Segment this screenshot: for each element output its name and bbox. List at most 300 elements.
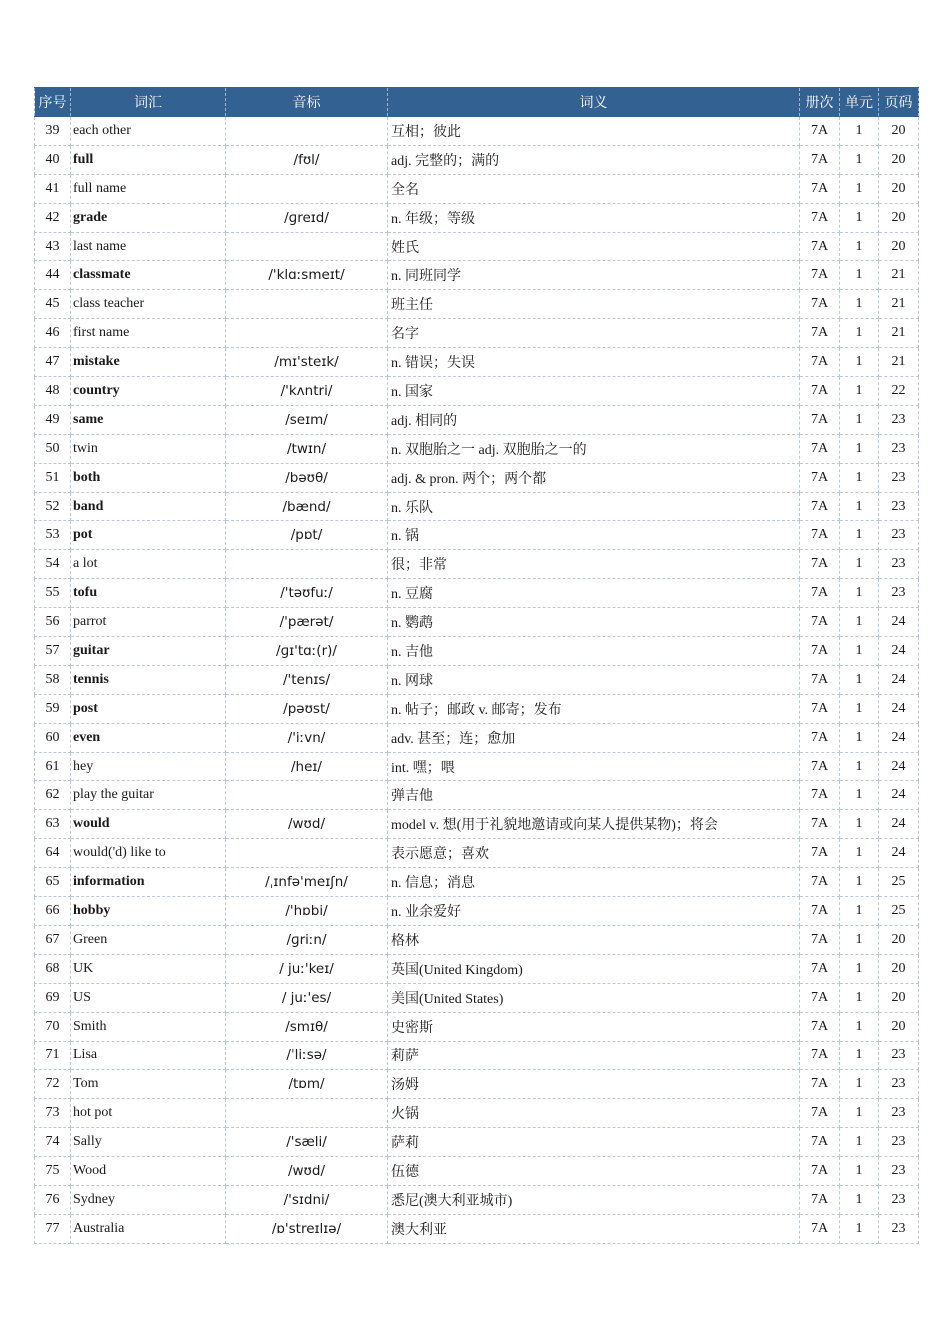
cell-unit: 1 [840, 145, 879, 174]
cell-unit: 1 [840, 174, 879, 203]
cell-word: UK [71, 954, 226, 983]
cell-page: 23 [879, 579, 919, 608]
cell-meaning: 火锅 [388, 1099, 800, 1128]
cell-phonetic: /'kʌntri/ [226, 377, 388, 406]
cell-meaning: 班主任 [388, 290, 800, 319]
cell-phonetic: /pɒt/ [226, 521, 388, 550]
cell-book: 7A [800, 261, 840, 290]
cell-book: 7A [800, 752, 840, 781]
cell-book: 7A [800, 1012, 840, 1041]
cell-page: 24 [879, 752, 919, 781]
table-row [35, 752, 919, 781]
cell-page: 23 [879, 405, 919, 434]
cell-num: 54 [35, 550, 71, 579]
cell-num: 60 [35, 723, 71, 752]
cell-book: 7A [800, 810, 840, 839]
cell-num: 70 [35, 1012, 71, 1041]
cell-unit: 1 [840, 1041, 879, 1070]
cell-word: Lisa [71, 1041, 226, 1070]
cell-meaning: 萨莉 [388, 1128, 800, 1157]
table-row [35, 1070, 919, 1099]
cell-unit: 1 [840, 637, 879, 666]
cell-word: US [71, 983, 226, 1012]
table-row [35, 1041, 919, 1070]
cell-page: 24 [879, 723, 919, 752]
cell-num: 76 [35, 1185, 71, 1214]
cell-word: hey [71, 752, 226, 781]
cell-unit: 1 [840, 608, 879, 637]
cell-num: 73 [35, 1099, 71, 1128]
cell-word: a lot [71, 550, 226, 579]
table-row [35, 463, 919, 492]
table-row [35, 1012, 919, 1041]
cell-page: 20 [879, 1012, 919, 1041]
cell-page: 23 [879, 521, 919, 550]
cell-page: 23 [879, 550, 919, 579]
cell-num: 61 [35, 752, 71, 781]
cell-num: 59 [35, 694, 71, 723]
cell-word: classmate [71, 261, 226, 290]
cell-book: 7A [800, 492, 840, 521]
cell-meaning: 汤姆 [388, 1070, 800, 1099]
cell-phonetic [226, 550, 388, 579]
cell-book: 7A [800, 608, 840, 637]
table-row [35, 954, 919, 983]
cell-page: 23 [879, 1157, 919, 1186]
cell-meaning: 姓氏 [388, 232, 800, 261]
cell-phonetic: /ɡriːn/ [226, 925, 388, 954]
cell-phonetic [226, 319, 388, 348]
table-row [35, 1128, 919, 1157]
cell-num: 68 [35, 954, 71, 983]
table-row [35, 810, 919, 839]
cell-phonetic [226, 117, 388, 146]
cell-unit: 1 [840, 810, 879, 839]
cell-book: 7A [800, 954, 840, 983]
table-row [35, 897, 919, 926]
cell-word: tofu [71, 579, 226, 608]
cell-word: Sydney [71, 1185, 226, 1214]
cell-word: hobby [71, 897, 226, 926]
cell-unit: 1 [840, 1214, 879, 1243]
header-row [35, 88, 919, 117]
cell-unit: 1 [840, 290, 879, 319]
cell-meaning: 莉萨 [388, 1041, 800, 1070]
cell-page: 21 [879, 261, 919, 290]
cell-phonetic: /'tenɪs/ [226, 665, 388, 694]
cell-unit: 1 [840, 579, 879, 608]
cell-page: 20 [879, 145, 919, 174]
cell-num: 57 [35, 637, 71, 666]
cell-meaning: n. 年级；等级 [388, 203, 800, 232]
cell-unit: 1 [840, 463, 879, 492]
cell-meaning: n. 豆腐 [388, 579, 800, 608]
cell-page: 24 [879, 694, 919, 723]
cell-book: 7A [800, 290, 840, 319]
cell-phonetic: /ɡɪ'tɑː(r)/ [226, 637, 388, 666]
cell-num: 40 [35, 145, 71, 174]
cell-meaning: 名字 [388, 319, 800, 348]
cell-phonetic [226, 290, 388, 319]
table-body [35, 117, 919, 1244]
cell-meaning: 格林 [388, 925, 800, 954]
cell-book: 7A [800, 319, 840, 348]
header-phonetic: 音标 [226, 88, 388, 117]
cell-meaning: 悉尼(澳大利亚城市) [388, 1185, 800, 1214]
cell-unit: 1 [840, 232, 879, 261]
cell-book: 7A [800, 348, 840, 377]
cell-book: 7A [800, 579, 840, 608]
cell-unit: 1 [840, 954, 879, 983]
cell-phonetic: /pəʊst/ [226, 694, 388, 723]
cell-book: 7A [800, 174, 840, 203]
cell-num: 72 [35, 1070, 71, 1099]
cell-page: 20 [879, 203, 919, 232]
cell-unit: 1 [840, 1012, 879, 1041]
cell-unit: 1 [840, 550, 879, 579]
cell-unit: 1 [840, 839, 879, 868]
cell-page: 20 [879, 954, 919, 983]
cell-word: Sally [71, 1128, 226, 1157]
cell-phonetic: /ˌɪnfə'meɪʃn/ [226, 868, 388, 897]
table-row [35, 492, 919, 521]
table-row [35, 145, 919, 174]
cell-page: 20 [879, 117, 919, 146]
cell-unit: 1 [840, 1099, 879, 1128]
table-row [35, 868, 919, 897]
cell-book: 7A [800, 521, 840, 550]
cell-phonetic: /'sɪdni/ [226, 1185, 388, 1214]
cell-num: 52 [35, 492, 71, 521]
cell-phonetic: /ˈliːsə/ [226, 1041, 388, 1070]
cell-book: 7A [800, 781, 840, 810]
cell-word: class teacher [71, 290, 226, 319]
vocabulary-table [34, 87, 919, 1244]
cell-unit: 1 [840, 117, 879, 146]
cell-num: 42 [35, 203, 71, 232]
cell-phonetic: /'klɑːsmeɪt/ [226, 261, 388, 290]
cell-unit: 1 [840, 1185, 879, 1214]
cell-meaning: 澳大利亚 [388, 1214, 800, 1243]
cell-word: both [71, 463, 226, 492]
table-row [35, 637, 919, 666]
cell-phonetic: / juː'keɪ/ [226, 954, 388, 983]
cell-word: Australia [71, 1214, 226, 1243]
cell-word: pot [71, 521, 226, 550]
cell-unit: 1 [840, 868, 879, 897]
cell-num: 44 [35, 261, 71, 290]
cell-unit: 1 [840, 492, 879, 521]
cell-meaning: 互相；彼此 [388, 117, 800, 146]
cell-word: would [71, 810, 226, 839]
cell-word: mistake [71, 348, 226, 377]
cell-word: country [71, 377, 226, 406]
table-row [35, 579, 919, 608]
cell-book: 7A [800, 897, 840, 926]
cell-page: 23 [879, 463, 919, 492]
table-row [35, 925, 919, 954]
cell-book: 7A [800, 405, 840, 434]
cell-book: 7A [800, 550, 840, 579]
cell-book: 7A [800, 637, 840, 666]
cell-word: Green [71, 925, 226, 954]
cell-phonetic [226, 232, 388, 261]
cell-meaning: 很；非常 [388, 550, 800, 579]
cell-book: 7A [800, 434, 840, 463]
cell-phonetic: /twɪn/ [226, 434, 388, 463]
cell-meaning: 弹吉他 [388, 781, 800, 810]
cell-meaning: n. 网球 [388, 665, 800, 694]
cell-meaning: 表示愿意；喜欢 [388, 839, 800, 868]
cell-book: 7A [800, 983, 840, 1012]
cell-num: 49 [35, 405, 71, 434]
cell-meaning: n. 信息；消息 [388, 868, 800, 897]
cell-page: 20 [879, 232, 919, 261]
cell-phonetic: /bænd/ [226, 492, 388, 521]
table-row [35, 694, 919, 723]
cell-num: 43 [35, 232, 71, 261]
cell-word: first name [71, 319, 226, 348]
cell-meaning: 全名 [388, 174, 800, 203]
cell-phonetic [226, 781, 388, 810]
table-row [35, 434, 919, 463]
cell-num: 67 [35, 925, 71, 954]
cell-unit: 1 [840, 897, 879, 926]
cell-book: 7A [800, 868, 840, 897]
cell-word: Tom [71, 1070, 226, 1099]
cell-meaning: int. 嘿；喂 [388, 752, 800, 781]
cell-book: 7A [800, 203, 840, 232]
table-header [35, 88, 919, 117]
table-row [35, 1185, 919, 1214]
cell-page: 23 [879, 1099, 919, 1128]
cell-phonetic: /bəʊθ/ [226, 463, 388, 492]
table-row [35, 319, 919, 348]
cell-word: last name [71, 232, 226, 261]
cell-unit: 1 [840, 781, 879, 810]
cell-meaning: 英国(United Kingdom) [388, 954, 800, 983]
table-row [35, 665, 919, 694]
cell-unit: 1 [840, 1157, 879, 1186]
cell-unit: 1 [840, 1070, 879, 1099]
cell-book: 7A [800, 1099, 840, 1128]
table-row [35, 203, 919, 232]
cell-num: 45 [35, 290, 71, 319]
cell-page: 23 [879, 1041, 919, 1070]
cell-meaning: n. 鹦鹉 [388, 608, 800, 637]
cell-page: 22 [879, 377, 919, 406]
cell-phonetic: /ɡreɪd/ [226, 203, 388, 232]
cell-meaning: model v. 想(用于礼貌地邀请或向某人提供某物)；将会 [388, 810, 800, 839]
cell-phonetic [226, 1099, 388, 1128]
cell-meaning: n. 业余爱好 [388, 897, 800, 926]
cell-book: 7A [800, 1041, 840, 1070]
cell-page: 21 [879, 348, 919, 377]
table-row [35, 608, 919, 637]
cell-word: twin [71, 434, 226, 463]
cell-book: 7A [800, 1128, 840, 1157]
table-row [35, 550, 919, 579]
cell-word: post [71, 694, 226, 723]
table-row [35, 261, 919, 290]
cell-unit: 1 [840, 723, 879, 752]
cell-word: tennis [71, 665, 226, 694]
cell-word: full [71, 145, 226, 174]
cell-unit: 1 [840, 319, 879, 348]
cell-page: 25 [879, 868, 919, 897]
cell-book: 7A [800, 1214, 840, 1243]
cell-book: 7A [800, 723, 840, 752]
cell-word: Wood [71, 1157, 226, 1186]
cell-phonetic: /tɒm/ [226, 1070, 388, 1099]
cell-num: 58 [35, 665, 71, 694]
cell-unit: 1 [840, 261, 879, 290]
cell-meaning: adj. & pron. 两个；两个都 [388, 463, 800, 492]
cell-page: 23 [879, 434, 919, 463]
cell-phonetic [226, 839, 388, 868]
cell-meaning: 史密斯 [388, 1012, 800, 1041]
cell-word: parrot [71, 608, 226, 637]
cell-unit: 1 [840, 203, 879, 232]
cell-meaning: n. 同班同学 [388, 261, 800, 290]
cell-page: 20 [879, 174, 919, 203]
cell-phonetic: /mɪ'steɪk/ [226, 348, 388, 377]
cell-word: band [71, 492, 226, 521]
header-word: 词汇 [71, 88, 226, 117]
cell-unit: 1 [840, 521, 879, 550]
cell-word: guitar [71, 637, 226, 666]
table-row [35, 232, 919, 261]
cell-page: 24 [879, 839, 919, 868]
cell-num: 51 [35, 463, 71, 492]
cell-phonetic: /'pærət/ [226, 608, 388, 637]
cell-book: 7A [800, 145, 840, 174]
table-row [35, 781, 919, 810]
cell-book: 7A [800, 694, 840, 723]
cell-page: 24 [879, 637, 919, 666]
cell-page: 23 [879, 1214, 919, 1243]
cell-book: 7A [800, 117, 840, 146]
cell-num: 41 [35, 174, 71, 203]
cell-num: 62 [35, 781, 71, 810]
cell-word: even [71, 723, 226, 752]
cell-unit: 1 [840, 983, 879, 1012]
header-num: 序号 [35, 88, 71, 117]
cell-num: 66 [35, 897, 71, 926]
cell-meaning: 伍德 [388, 1157, 800, 1186]
cell-phonetic: /ɒ'streɪlɪə/ [226, 1214, 388, 1243]
cell-phonetic: /wʊd/ [226, 1157, 388, 1186]
cell-num: 74 [35, 1128, 71, 1157]
cell-page: 23 [879, 1070, 919, 1099]
cell-num: 46 [35, 319, 71, 348]
cell-num: 65 [35, 868, 71, 897]
table-row [35, 117, 919, 146]
cell-word: play the guitar [71, 781, 226, 810]
cell-meaning: 美国(United States) [388, 983, 800, 1012]
cell-num: 50 [35, 434, 71, 463]
cell-num: 56 [35, 608, 71, 637]
cell-book: 7A [800, 1157, 840, 1186]
table-row [35, 1099, 919, 1128]
cell-book: 7A [800, 463, 840, 492]
cell-book: 7A [800, 839, 840, 868]
cell-phonetic [226, 174, 388, 203]
cell-num: 53 [35, 521, 71, 550]
table-row [35, 1157, 919, 1186]
cell-word: Smith [71, 1012, 226, 1041]
table-row [35, 377, 919, 406]
cell-unit: 1 [840, 377, 879, 406]
table-row [35, 521, 919, 550]
cell-book: 7A [800, 377, 840, 406]
cell-num: 71 [35, 1041, 71, 1070]
cell-unit: 1 [840, 434, 879, 463]
header-meaning: 词义 [388, 88, 800, 117]
cell-num: 48 [35, 377, 71, 406]
cell-phonetic: /fʊl/ [226, 145, 388, 174]
table-row [35, 839, 919, 868]
cell-meaning: n. 帖子；邮政 v. 邮寄；发布 [388, 694, 800, 723]
cell-book: 7A [800, 1070, 840, 1099]
table-row [35, 723, 919, 752]
cell-unit: 1 [840, 752, 879, 781]
cell-meaning: n. 锅 [388, 521, 800, 550]
cell-phonetic: /wʊd/ [226, 810, 388, 839]
cell-phonetic: /'iːvn/ [226, 723, 388, 752]
cell-num: 55 [35, 579, 71, 608]
cell-book: 7A [800, 1185, 840, 1214]
cell-page: 21 [879, 290, 919, 319]
header-unit: 单元 [840, 88, 879, 117]
cell-page: 23 [879, 1185, 919, 1214]
cell-book: 7A [800, 665, 840, 694]
cell-word: grade [71, 203, 226, 232]
cell-page: 24 [879, 665, 919, 694]
cell-page: 23 [879, 1128, 919, 1157]
cell-page: 25 [879, 897, 919, 926]
cell-page: 24 [879, 781, 919, 810]
cell-num: 63 [35, 810, 71, 839]
cell-page: 24 [879, 608, 919, 637]
cell-unit: 1 [840, 348, 879, 377]
cell-word: full name [71, 174, 226, 203]
cell-num: 69 [35, 983, 71, 1012]
cell-word: would('d) like to [71, 839, 226, 868]
cell-phonetic: /seɪm/ [226, 405, 388, 434]
cell-unit: 1 [840, 694, 879, 723]
cell-phonetic: /'hɒbi/ [226, 897, 388, 926]
cell-num: 64 [35, 839, 71, 868]
cell-book: 7A [800, 232, 840, 261]
cell-meaning: adj. 相同的 [388, 405, 800, 434]
cell-phonetic: /heɪ/ [226, 752, 388, 781]
cell-meaning: n. 双胞胎之一 adj. 双胞胎之一的 [388, 434, 800, 463]
table-row [35, 983, 919, 1012]
cell-page: 24 [879, 810, 919, 839]
cell-unit: 1 [840, 1128, 879, 1157]
cell-word: information [71, 868, 226, 897]
cell-phonetic: /'təʊfuː/ [226, 579, 388, 608]
cell-meaning: adv. 甚至；连；愈加 [388, 723, 800, 752]
cell-page: 20 [879, 983, 919, 1012]
table-row [35, 174, 919, 203]
cell-phonetic: /'sæli/ [226, 1128, 388, 1157]
cell-word: same [71, 405, 226, 434]
cell-phonetic: / juː'es/ [226, 983, 388, 1012]
cell-book: 7A [800, 925, 840, 954]
cell-num: 39 [35, 117, 71, 146]
